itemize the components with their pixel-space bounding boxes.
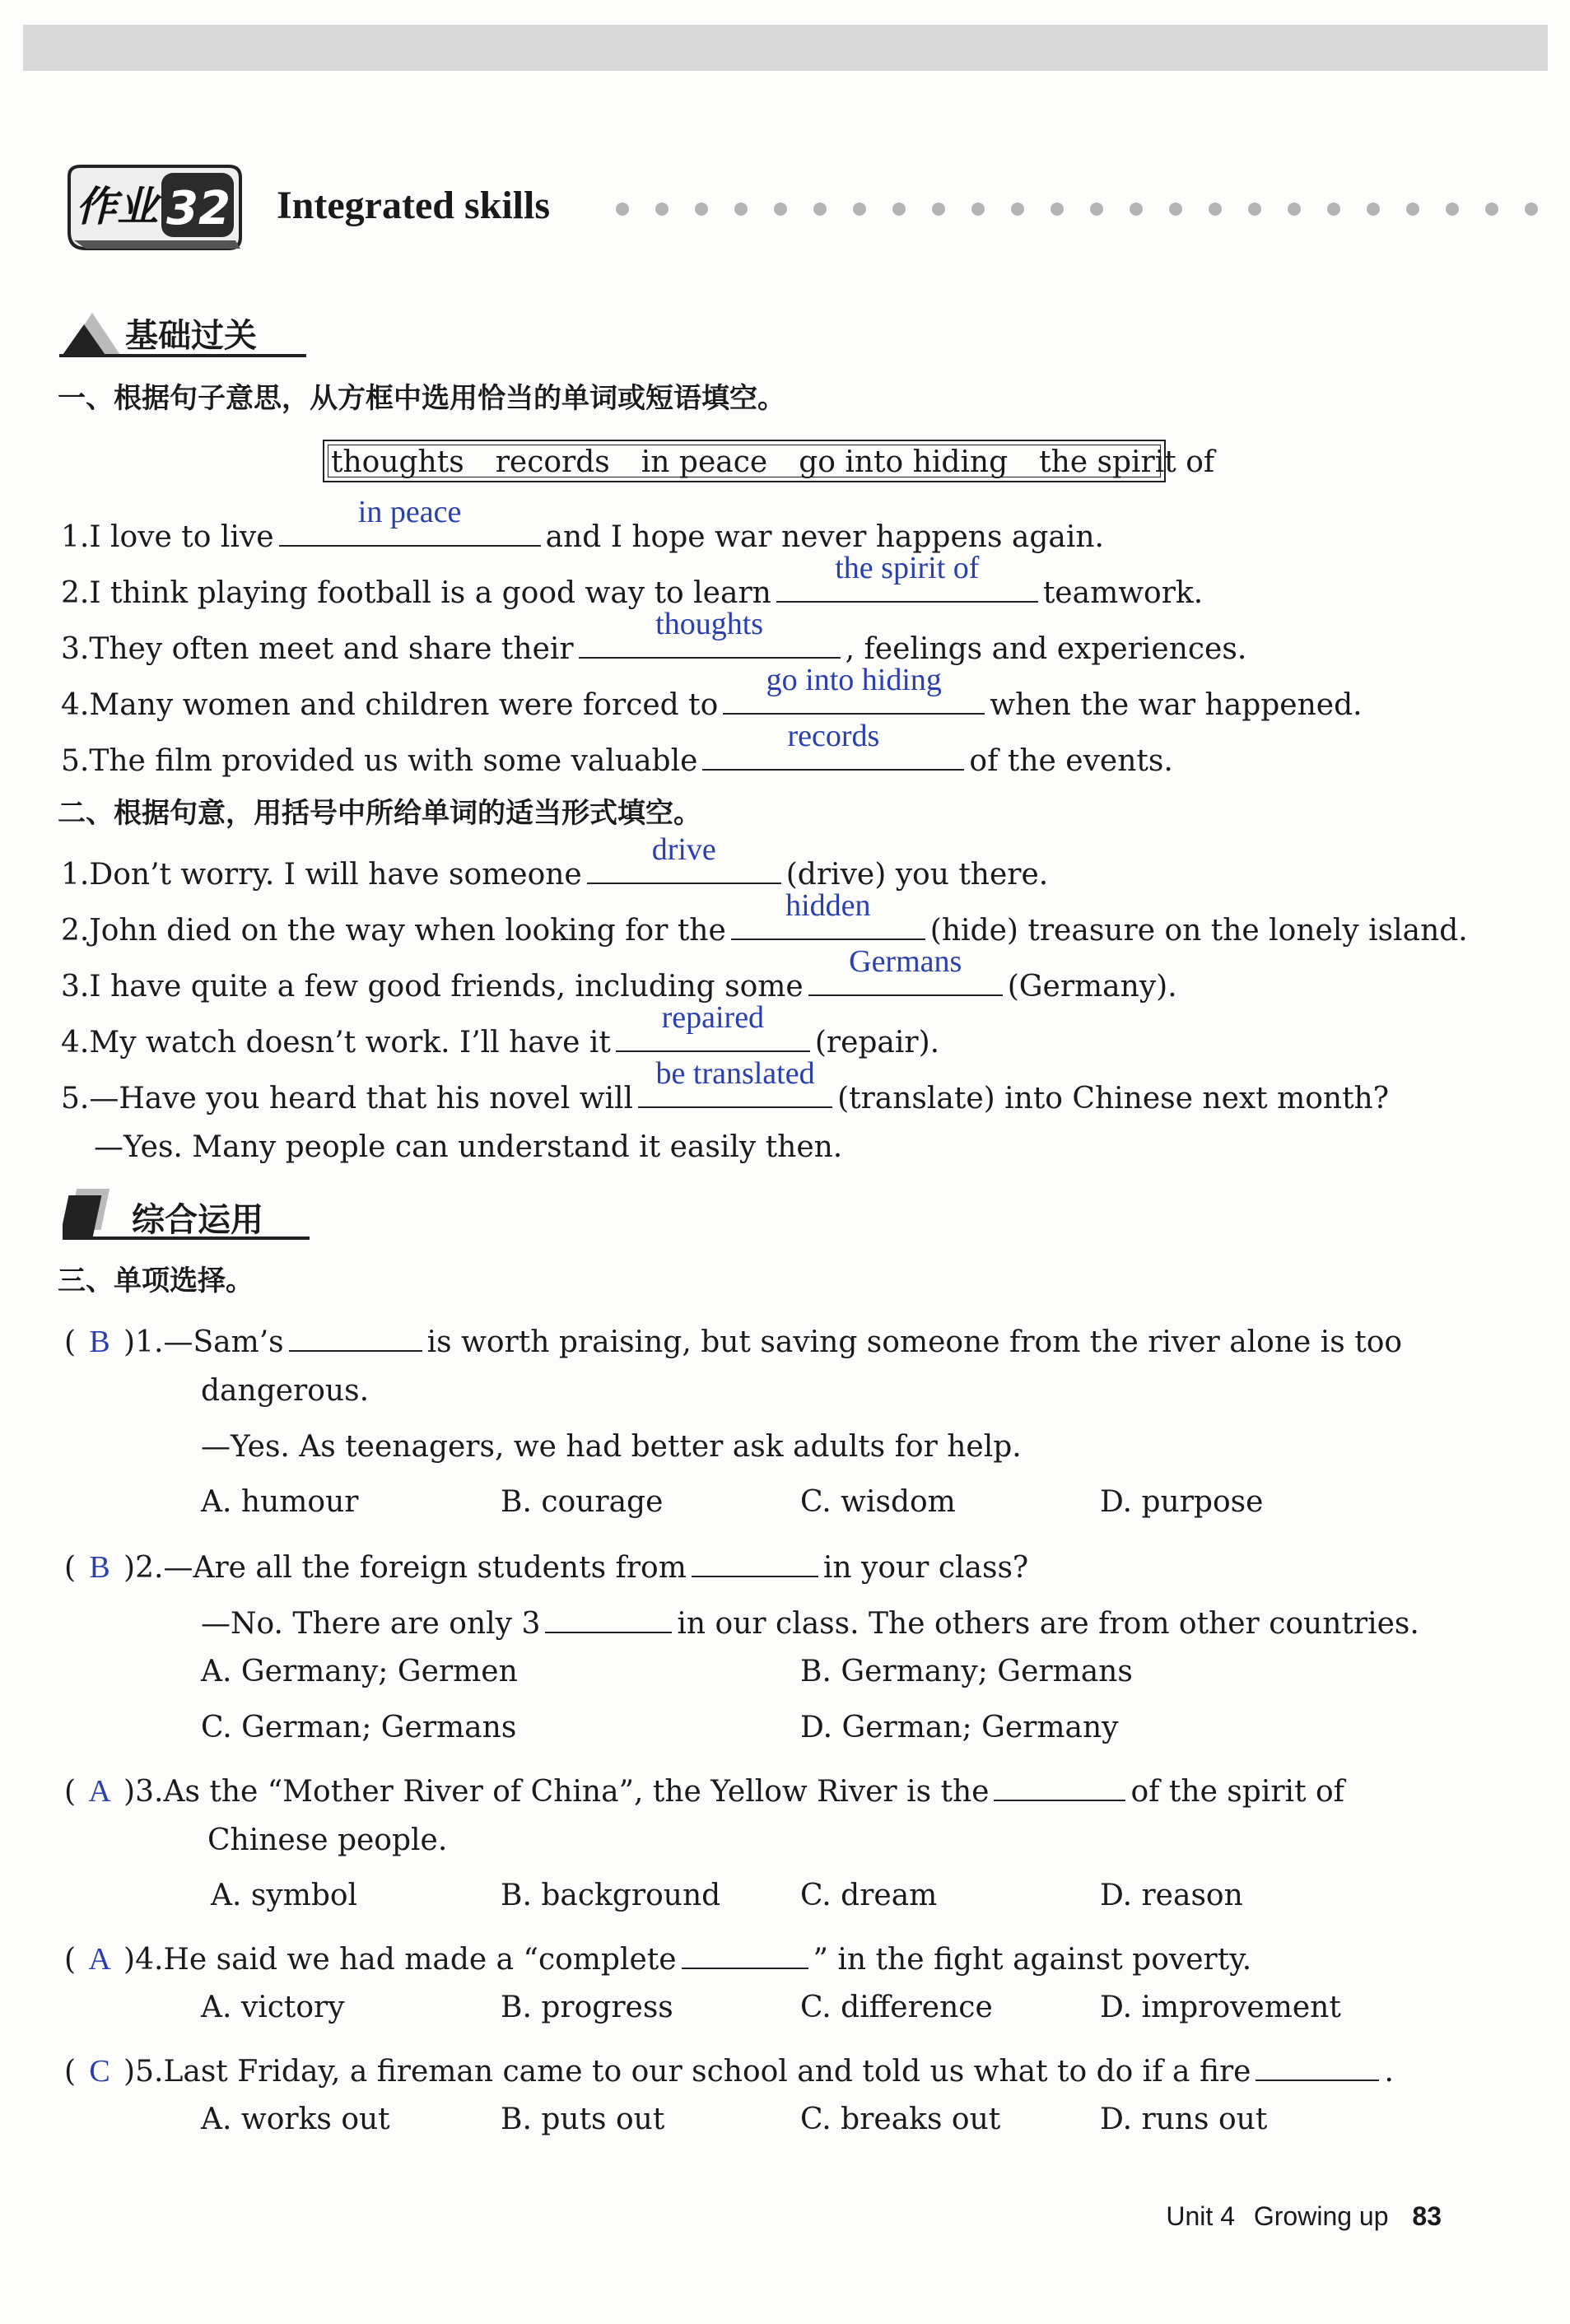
mc-question-text: —No. There are only 3 in our class. The others are from other countries.	[201, 1599, 1419, 1642]
leader-dot	[971, 203, 985, 216]
leader-dot	[1090, 203, 1103, 216]
answer-text: thoughts	[655, 607, 764, 641]
mc-answer: A	[88, 1774, 111, 1809]
answer-text: the spirit of	[835, 551, 980, 585]
option-a[interactable]: A. victory	[201, 1991, 345, 2024]
page-number: 83	[1412, 2201, 1442, 2231]
mc-question-4: ( A )4.He said we had made a “complete ” in the fight against poverty.	[64, 1935, 1251, 1978]
option-c[interactable]: C. dream	[800, 1879, 938, 1912]
fill-item: 4.My watch doesn’t work. I’ll have it repaired (repair).	[61, 1000, 940, 1060]
leader-dot	[655, 203, 669, 216]
part3-heading: 三、单项选择。	[58, 1264, 254, 1297]
answer-text: drive	[651, 832, 716, 867]
option-a[interactable]: A. Germany; Germen	[201, 1655, 518, 1688]
answer-blank[interactable]	[994, 1767, 1125, 1801]
answer-text: Germans	[849, 944, 962, 979]
leader-dot	[616, 203, 629, 216]
option-d[interactable]: D. runs out	[1100, 2103, 1268, 2136]
answer-text: hidden	[785, 888, 871, 923]
option-b[interactable]: B. progress	[501, 1991, 673, 2024]
answer-blank[interactable]	[702, 719, 964, 771]
leader-dot	[1051, 203, 1064, 216]
section-integrated-title: 综合运用	[132, 1201, 263, 1239]
answer-text: be translated	[655, 1056, 815, 1091]
answer-blank[interactable]	[279, 495, 541, 547]
part2-heading: 二、根据句意，用括号中所给单词的适当形式填空。	[58, 797, 701, 830]
fill-item: 2.I think playing football is a good way to learn the spirit of teamwork.	[61, 551, 1204, 610]
answer-blank[interactable]	[579, 607, 841, 659]
leader-dot	[1367, 203, 1380, 216]
answer-text: records	[787, 719, 880, 753]
fill-item: 1.I love to live in peace and I hope war never happens again.	[61, 495, 1104, 554]
leader-dot	[1169, 203, 1182, 216]
word-box	[323, 440, 1215, 482]
leader-dot	[892, 203, 906, 216]
fill-item: 5.—Have you heard that his novel will be translated (translate) into Chinese next month?	[61, 1056, 1390, 1115]
fill-item: 3.They often meet and share their thoughts , feelings and experiences.	[61, 607, 1247, 666]
leader-dot	[774, 203, 787, 216]
answer-blank[interactable]	[692, 1543, 818, 1577]
answer-blank[interactable]	[731, 888, 925, 940]
mc-question-5: ( C )5.Last Friday, a fireman came to our school and told us what to do if a fire .	[64, 2047, 1394, 2090]
leader-dot	[932, 203, 945, 216]
option-d[interactable]: D. German; Germany	[800, 1711, 1119, 1744]
option-a[interactable]: A. humour	[201, 1485, 359, 1519]
option-a[interactable]: A. symbol	[211, 1879, 358, 1912]
mc-answer: A	[88, 1942, 111, 1977]
mc-question-3: ( A )3.As the “Mother River of China”, the Yellow River is the of the spirit of	[64, 1767, 1344, 1810]
answer-text: in peace	[357, 495, 462, 529]
leader-dot	[1446, 203, 1459, 216]
option-b[interactable]: B. background	[501, 1879, 721, 1912]
leader-dot	[1011, 203, 1024, 216]
option-d[interactable]: D. reason	[1100, 1879, 1243, 1912]
word-box-item: go into hiding	[799, 445, 1009, 479]
word-box-item: thoughts	[331, 445, 464, 479]
section-basic-title: 基础过关	[125, 317, 257, 355]
fill-item: 1.Don’t worry. I will have someone drive (drive) you there.	[61, 832, 1049, 892]
mc-question-text: —Yes. As teenagers, we had better ask adults for help.	[201, 1430, 1022, 1464]
fill-item: 2.John died on the way when looking for the hidden (hide) treasure on the lonely island.	[61, 888, 1468, 948]
word-box-item: records	[495, 445, 610, 479]
mc-question-text: dangerous.	[201, 1374, 370, 1408]
leader-dot	[1327, 203, 1340, 216]
answer-blank[interactable]	[587, 832, 781, 884]
option-c[interactable]: C. difference	[800, 1991, 993, 2024]
answer-blank[interactable]	[545, 1599, 672, 1633]
leader-dot	[1485, 203, 1498, 216]
option-c[interactable]: C. wisdom	[800, 1485, 956, 1519]
answer-text: repaired	[661, 1000, 765, 1035]
option-d[interactable]: D. improvement	[1100, 1991, 1341, 2024]
answer-blank[interactable]	[1256, 2047, 1379, 2081]
leader-dot	[695, 203, 708, 216]
footer-unit: Unit 4	[1166, 2201, 1235, 2231]
answer-blank[interactable]	[682, 1935, 808, 1969]
page-footer	[1166, 2201, 1442, 2232]
homework-badge	[64, 161, 245, 254]
answer-blank[interactable]	[776, 551, 1038, 603]
fill-item: 3.I have quite a few good friends, including some Germans (Germany).	[61, 944, 1177, 1004]
option-d[interactable]: D. purpose	[1100, 1485, 1264, 1519]
option-b[interactable]: B. puts out	[501, 2103, 665, 2136]
mc-question-1: ( B )1.—Sam’s is worth praising, but saving someone from the river alone is too	[64, 1317, 1402, 1361]
option-a[interactable]: A. works out	[201, 2103, 390, 2136]
leader-dot	[734, 203, 748, 216]
mc-answer: C	[89, 2054, 110, 2089]
part1-heading: 一、根据句子意思，从方框中选用恰当的单词或短语填空。	[58, 382, 785, 415]
badge-label: 作业	[76, 183, 158, 231]
footer-topic: Growing up	[1253, 2201, 1389, 2231]
leader-dot	[853, 203, 866, 216]
mc-answer: B	[89, 1550, 110, 1585]
answer-text: go into hiding	[766, 663, 942, 697]
answer-blank[interactable]	[289, 1317, 422, 1352]
word-box-item: in peace	[641, 445, 768, 479]
option-c[interactable]: C. breaks out	[800, 2103, 1001, 2136]
leader-dot	[1525, 203, 1538, 216]
mc-question-text: Chinese people.	[207, 1823, 448, 1857]
badge-number: 32	[166, 182, 231, 235]
leader-dot	[813, 203, 827, 216]
answer-blank[interactable]	[808, 944, 1003, 996]
leader-dot	[1248, 203, 1261, 216]
mc-answer: B	[89, 1325, 110, 1359]
option-b[interactable]: B. Germany; Germans	[800, 1655, 1133, 1688]
answer-blank[interactable]	[616, 1000, 810, 1052]
option-c[interactable]: C. German; Germans	[201, 1711, 517, 1744]
option-b[interactable]: B. courage	[501, 1485, 664, 1519]
mc-question-2: ( B )2.—Are all the foreign students from in your class?	[64, 1543, 1028, 1586]
leader-dot	[1209, 203, 1222, 216]
word-box-item: the spirit of	[1039, 445, 1215, 479]
fill-item: 5.The film provided us with some valuable records of the events.	[61, 719, 1173, 778]
fill-item-reply: —Yes. Many people can understand it easily then.	[94, 1130, 843, 1164]
answer-blank[interactable]	[638, 1056, 832, 1108]
top-shadow-bar	[23, 25, 1548, 71]
answer-blank[interactable]	[723, 663, 985, 715]
leader-dot	[1130, 203, 1143, 216]
fill-item: 4.Many women and children were forced to go into hiding when the war happened.	[61, 663, 1363, 722]
leader-dot	[1288, 203, 1301, 216]
leader-dot	[1406, 203, 1419, 216]
page-title: Integrated skills	[277, 184, 551, 227]
title-dot-leader	[583, 199, 1554, 219]
